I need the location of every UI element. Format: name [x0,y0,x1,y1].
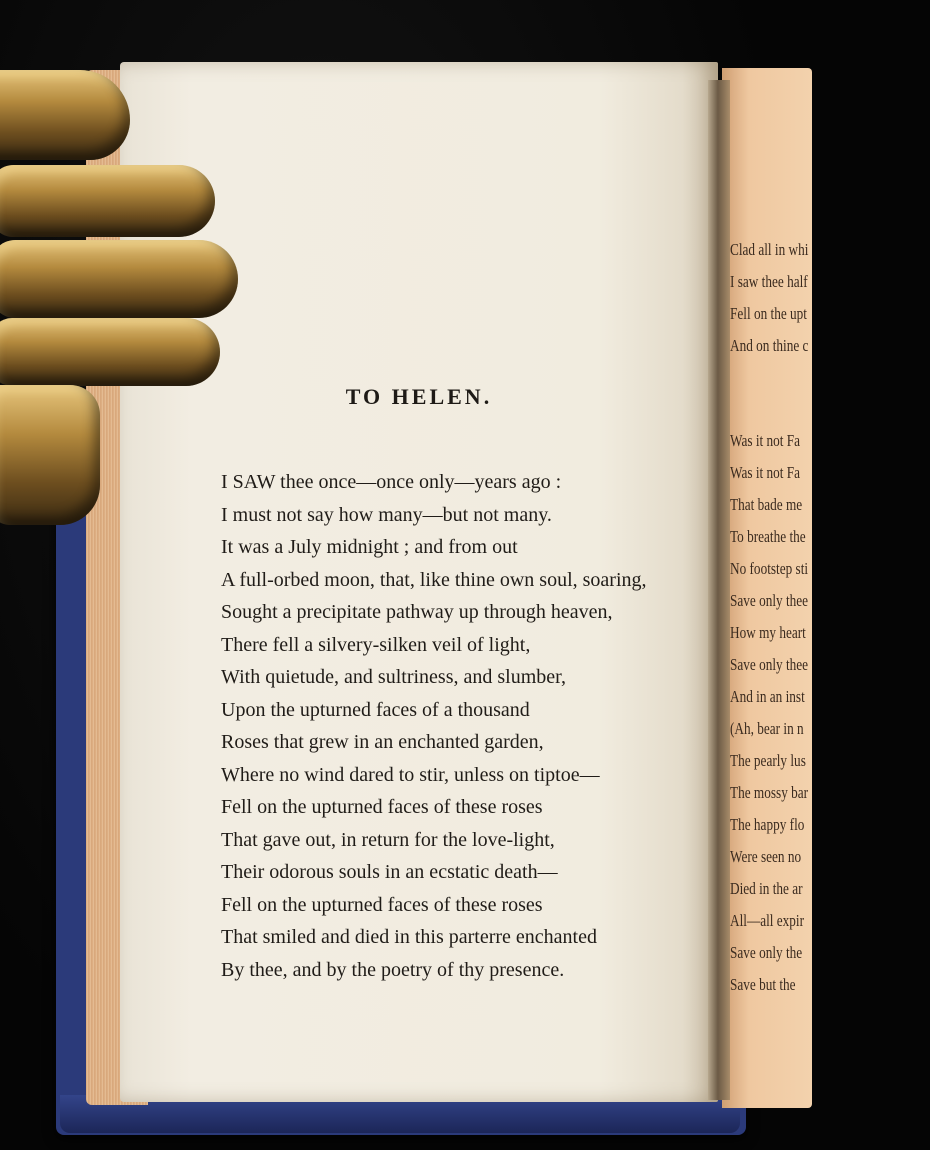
brass-finger [0,165,215,237]
brass-finger [0,240,238,318]
facing-line: The pearly lus [730,751,806,770]
poem-line: Fell on the upturned faces of these roses [221,893,543,916]
facing-line: Save only the [730,943,803,962]
facing-line: And in an inst [730,687,805,706]
brass-hand-bookend [0,70,240,530]
poem-line: I SAW thee once—once only—years ago : [221,471,562,493]
brass-knuckle [0,70,130,160]
poem-line: Their odorous souls in an ecstatic death— [221,861,558,883]
facing-line: How my heart [730,623,806,642]
brass-wrist [0,385,100,525]
facing-line: Save but the [730,975,796,994]
poem-body [221,466,647,986]
poem-line: Where no wind dared to stir, unless on tiptoe— [221,763,600,786]
facing-line: Clad all in whi [730,240,809,259]
poem-line: Upon the upturned faces of a thousand [221,698,530,721]
facing-line: The mossy bar [730,783,809,802]
facing-line: Fell on the upt [730,304,807,323]
book-gutter [708,80,730,1100]
facing-line: All—all expir [730,911,805,930]
poem-line: There fell a silvery-silken veil of light, [221,633,531,656]
facing-line: (Ah, bear in n [730,719,804,738]
poem-line: Sought a precipitate pathway up through heaven, [221,601,613,623]
facing-line: No footstep sti [730,559,809,578]
facing-line: Died in the ar [730,879,803,898]
facing-line: Was it not Fa [730,431,801,450]
poem-line: By thee, and by the poetry of thy presence. [221,958,565,981]
poem-line: With quietude, and sultriness, and slumber, [221,666,566,688]
poem-line: That smiled and died in this parterre enchanted [221,926,597,948]
facing-line: And on thine c [730,336,809,355]
facing-page [722,68,812,1108]
facing-line: That bade me [730,495,803,514]
poem-line: It was a July midnight ; and from out [221,536,518,558]
poem-title: TO HELEN. [345,384,493,409]
facing-line: I saw thee half [730,272,808,291]
poem-line: That gave out, in return for the love-light, [221,828,555,851]
facing-line: Was it not Fa [730,463,801,482]
poem-line: I must not say how many—but not many. [221,503,552,526]
poem-line: Fell on the upturned faces of these roses [221,796,543,818]
facing-line: The happy flo [730,815,805,834]
poem-line: Roses that grew in an enchanted garden, [221,731,544,753]
facing-line: Save only thee [730,591,809,610]
facing-line: Save only thee [730,655,809,674]
poem-line: A full-orbed moon, that, like thine own soul, soaring, [221,568,647,591]
brass-finger [0,318,220,386]
facing-line: To breathe the [730,527,806,546]
facing-line: Were seen no [730,847,802,866]
